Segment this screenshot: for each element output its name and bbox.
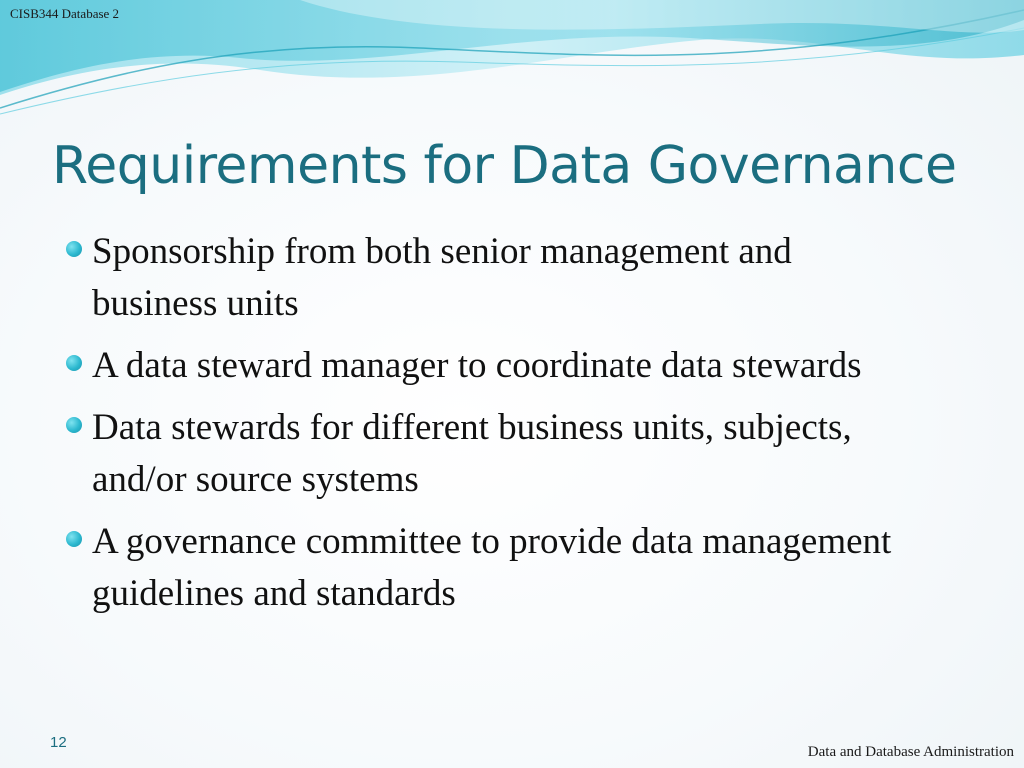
- bullet-text: Sponsorship from both senior management and business units: [92, 231, 792, 324]
- bullet-list: [60, 226, 920, 630]
- slide-title: Requirements for Data Governance: [52, 136, 957, 196]
- bullet-item: [60, 402, 920, 506]
- bullet-item: [60, 516, 920, 620]
- bullet-text: A data steward manager to coordinate data stewards: [92, 345, 862, 386]
- bullet-text: Data stewards for different business units, subjects, and/or source systems: [92, 407, 852, 500]
- bullet-text: A governance committee to provide data management guidelines and standards: [92, 521, 892, 614]
- bullet-dot-icon: [66, 241, 82, 257]
- bullet-item: [60, 226, 920, 330]
- bullet-item: [60, 340, 920, 392]
- footer-label: Data and Database Administration: [807, 744, 1014, 760]
- bullet-dot-icon: [66, 417, 82, 433]
- bullet-dot-icon: [66, 531, 82, 547]
- course-label: CISB344 Database 2: [10, 6, 120, 21]
- header-wave-decoration: [0, 0, 1024, 130]
- page-number: 12: [50, 734, 67, 751]
- bullet-dot-icon: [66, 355, 82, 371]
